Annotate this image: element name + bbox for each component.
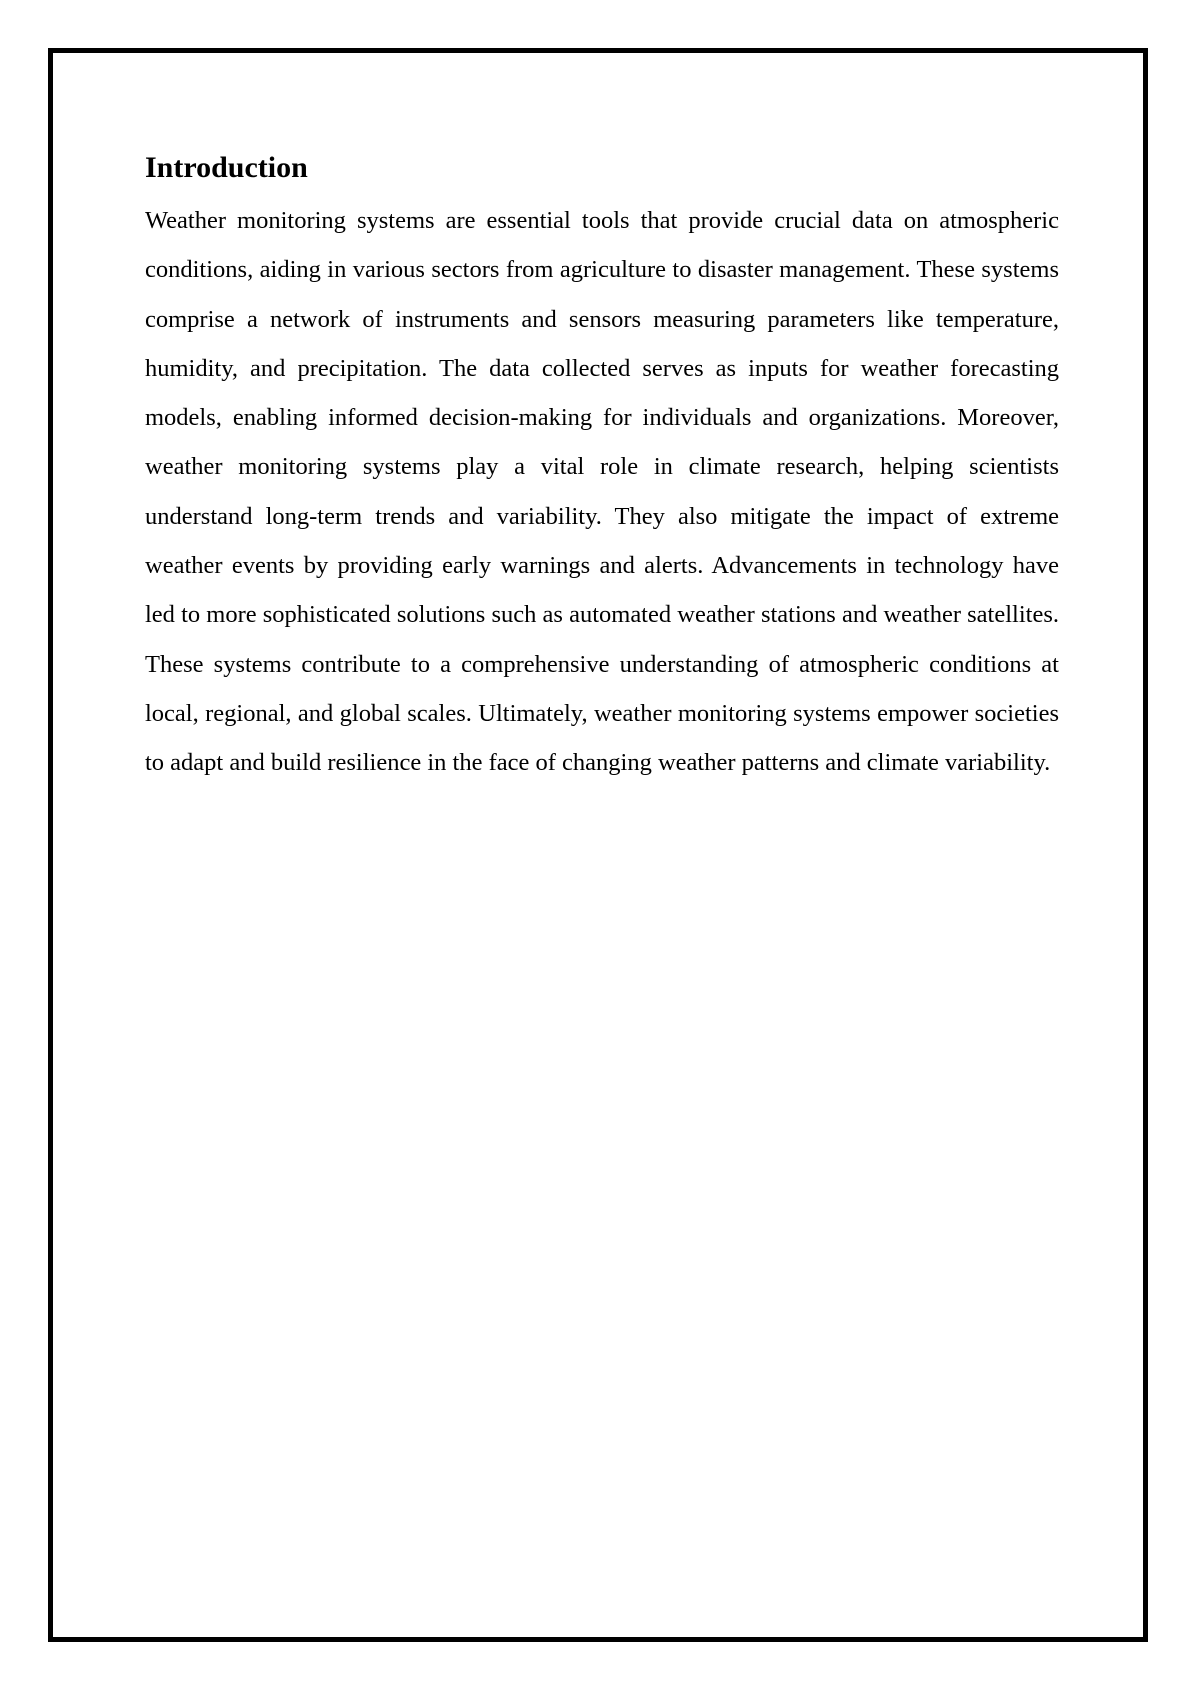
introduction-paragraph: Weather monitoring systems are essential tools that provide crucial data on atmospheric conditions, aiding in various sectors from agriculture to disaster management. These systems comprise a network of instruments and sensors measuring parameters like temperature, humidity, and precipitation. The data collected serves as inputs for weather forecasting models, enabling informed decision-making for individuals and organizations. Moreover, weather monitoring systems play a vital role in climate research, helping scientists understand long-term trends and variability. They also mitigate the impact of extreme weather events by providing early warnings and alerts. Advancements in technology have led to more sophisticated solutions such as automated weather stations and weather satellites. These systems contribute to a comprehensive understanding of atmospheric conditions at local, regional, and global scales. Ultimately, weather monitoring systems empower societies to adapt and build resilience in the face of changing weather patterns and climate variability. bbox=[145, 207, 1059, 777]
document-content bbox=[145, 148, 1059, 788]
section-heading: Introduction bbox=[145, 151, 308, 184]
